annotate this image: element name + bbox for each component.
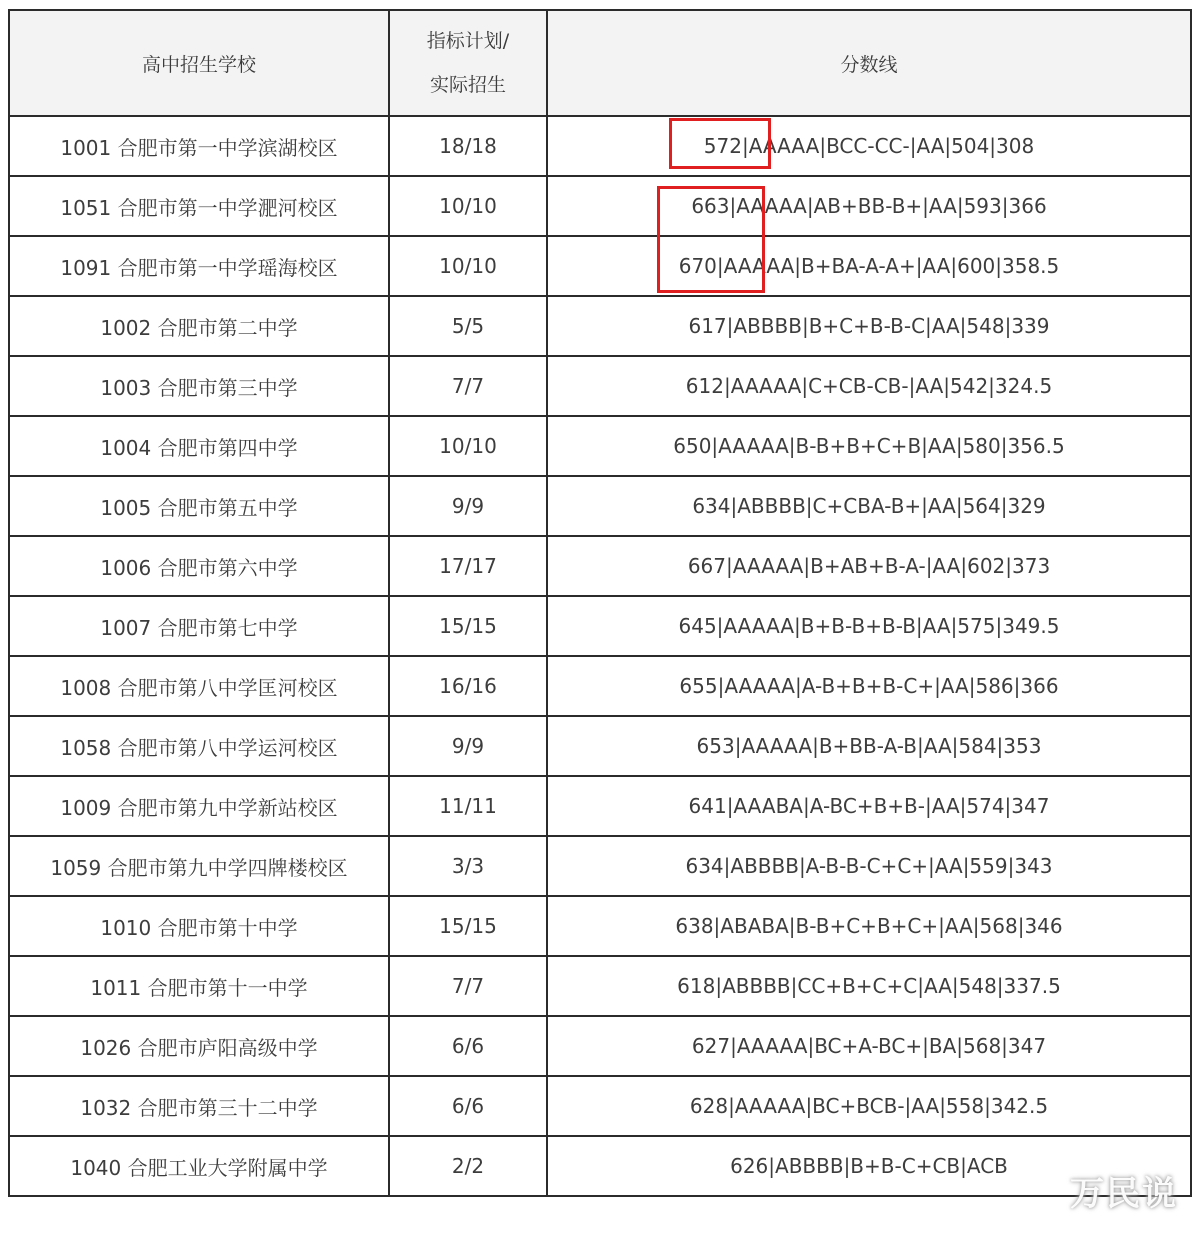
cell-score: 634|ABBBB|C+CBA-B+|AA|564|329	[547, 476, 1191, 536]
table-row	[9, 836, 1191, 896]
table-row	[9, 536, 1191, 596]
cell-school: 1032 合肥市第三十二中学	[9, 1076, 389, 1136]
cell-score: 617|ABBBB|B+C+B-B-C|AA|548|339	[547, 296, 1191, 356]
cell-plan: 10/10	[389, 176, 547, 236]
table-row	[9, 596, 1191, 656]
cell-plan: 18/18	[389, 116, 547, 176]
cell-plan: 3/3	[389, 836, 547, 896]
cell-plan: 2/2	[389, 1136, 547, 1196]
table-row	[9, 776, 1191, 836]
header-plan-line2: 实际招生	[429, 74, 506, 96]
cell-school: 1007 合肥市第七中学	[9, 596, 389, 656]
cell-school: 1010 合肥市第十中学	[9, 896, 389, 956]
cell-school: 1004 合肥市第四中学	[9, 416, 389, 476]
table-row	[9, 1136, 1191, 1196]
cell-plan: 11/11	[389, 776, 547, 836]
cell-score: 612|AAAAA|C+CB-CB-|AA|542|324.5	[547, 356, 1191, 416]
cell-plan: 9/9	[389, 716, 547, 776]
table-row	[9, 896, 1191, 956]
table-row	[9, 116, 1191, 176]
cell-plan: 6/6	[389, 1076, 547, 1136]
cell-score: 628|AAAAA|BC+BCB-|AA|558|342.5	[547, 1076, 1191, 1136]
score-table	[8, 9, 1192, 1197]
cell-score: 638|ABABA|B-B+C+B+C+|AA|568|346	[547, 896, 1191, 956]
cell-school: 1059 合肥市第九中学四牌楼校区	[9, 836, 389, 896]
cell-school: 1011 合肥市第十一中学	[9, 956, 389, 1016]
cell-school: 1091 合肥市第一中学瑶海校区	[9, 236, 389, 296]
cell-score: 650|AAAAA|B-B+B+C+B|AA|580|356.5	[547, 416, 1191, 476]
table-row	[9, 176, 1191, 236]
cell-plan: 17/17	[389, 536, 547, 596]
table-row	[9, 296, 1191, 356]
table-row	[9, 1076, 1191, 1136]
table-row	[9, 416, 1191, 476]
cell-school: 1051 合肥市第一中学淝河校区	[9, 176, 389, 236]
table-row	[9, 356, 1191, 416]
table-row	[9, 236, 1191, 296]
cell-school: 1008 合肥市第八中学匡河校区	[9, 656, 389, 716]
table-body	[9, 116, 1191, 1196]
cell-score: 641|AAABA|A-BC+B+B-|AA|574|347	[547, 776, 1191, 836]
cell-plan: 10/10	[389, 416, 547, 476]
cell-score: 655|AAAAA|A-B+B+B-C+|AA|586|366	[547, 656, 1191, 716]
cell-score: 626|ABBBB|B+B-C+CB|ACB	[547, 1136, 1191, 1196]
cell-score: 663|AAAAA|AB+BB-B+|AA|593|366	[547, 176, 1191, 236]
cell-plan: 6/6	[389, 1016, 547, 1076]
cell-plan: 16/16	[389, 656, 547, 716]
cell-score: 645|AAAAA|B+B-B+B-B|AA|575|349.5	[547, 596, 1191, 656]
cell-score: 653|AAAAA|B+BB-A-B|AA|584|353	[547, 716, 1191, 776]
cell-score: 627|AAAAA|BC+A-BC+|BA|568|347	[547, 1016, 1191, 1076]
cell-score: 634|ABBBB|A-B-B-C+C+|AA|559|343	[547, 836, 1191, 896]
cell-plan: 7/7	[389, 356, 547, 416]
header-score: 分数线	[547, 10, 1191, 116]
table-row	[9, 716, 1191, 776]
cell-score: 670|AAAAA|B+BA-A-A+|AA|600|358.5	[547, 236, 1191, 296]
cell-school: 1003 合肥市第三中学	[9, 356, 389, 416]
cell-score: 667|AAAAA|B+AB+B-A-|AA|602|373	[547, 536, 1191, 596]
cell-school: 1040 合肥工业大学附属中学	[9, 1136, 389, 1196]
table-header	[9, 10, 1191, 116]
table-row	[9, 476, 1191, 536]
cell-school: 1006 合肥市第六中学	[9, 536, 389, 596]
table-row	[9, 656, 1191, 716]
cell-school: 1001 合肥市第一中学滨湖校区	[9, 116, 389, 176]
header-plan-line1: 指标计划/	[426, 30, 510, 52]
cell-school: 1026 合肥市庐阳高级中学	[9, 1016, 389, 1076]
header-plan	[389, 10, 547, 116]
header-school: 高中招生学校	[9, 10, 389, 116]
table-row	[9, 956, 1191, 1016]
cell-school: 1009 合肥市第九中学新站校区	[9, 776, 389, 836]
cell-score: 618|ABBBB|CC+B+C+C|AA|548|337.5	[547, 956, 1191, 1016]
table-row	[9, 1016, 1191, 1076]
cell-plan: 15/15	[389, 896, 547, 956]
cell-plan: 5/5	[389, 296, 547, 356]
cell-plan: 7/7	[389, 956, 547, 1016]
cell-school: 1058 合肥市第八中学运河校区	[9, 716, 389, 776]
cell-plan: 15/15	[389, 596, 547, 656]
cell-school: 1005 合肥市第五中学	[9, 476, 389, 536]
cell-school: 1002 合肥市第二中学	[9, 296, 389, 356]
cell-score: 572|AAAAA|BCC-CC-|AA|504|308	[547, 116, 1191, 176]
watermark: 万民说	[1070, 1174, 1178, 1214]
cell-plan: 10/10	[389, 236, 547, 296]
cell-plan: 9/9	[389, 476, 547, 536]
